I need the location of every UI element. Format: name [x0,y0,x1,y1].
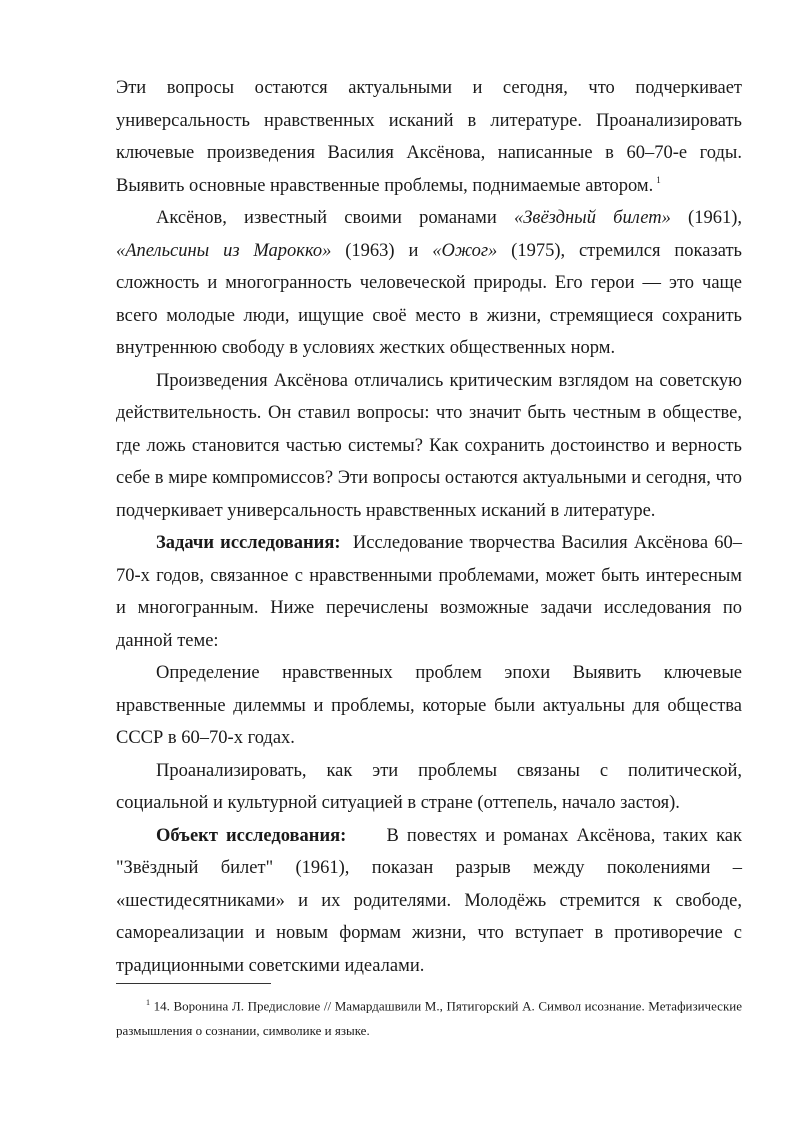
footnote-separator [116,983,271,984]
paragraph-1 [116,72,742,202]
footnote-marker: 1 [146,998,150,1007]
title-zvezdny-bilet: «Звёздный билет» [514,208,671,228]
footnote [116,990,742,1043]
body-text [116,72,742,982]
paragraph-6: Проанализировать, как эти проблемы связаны с политической, социальной и культурной ситуацией в стране (оттепель, начало застоя). [116,760,742,813]
footnote-text: 14. Воронина Л. Предисловие // Мамардашвили М., Пятигорский А. Символ исознание. Метафизические размышления о сознании, символике и языке. [116,998,742,1039]
object-heading: Объект исследования: [156,825,347,846]
title-apelsiny: «Апельсины из Марокко» [116,240,332,261]
paragraph-5: Определение нравственных проблем эпохи Выявить ключевые нравственные дилеммы и проблемы, которые были актуальны для общества СССР в 60–70-х годах. [116,663,742,748]
paragraph-2-part3: (1963) и [331,240,433,261]
paragraph-tasks [116,527,742,657]
paragraph-3: Произведения Аксёнова отличались критическим взглядом на советскую действительность. Он ставил вопросы: что значит быть честным в обществе, где ложь становится частью системы? Как сохранить достоинство и верность себе в мире компромиссов? Эти вопросы остаются актуальными и сегодня, что подчеркивает универсальность нравственных исканий в литературе. [116,370,742,521]
tasks-heading: Задачи исследования: [156,533,341,553]
paragraph-2-part1: Аксёнов, известный своими романами [156,208,514,228]
paragraph-1-text: Эти вопросы остаются актуальными и сегодня, что подчеркивает универсальность нравственных исканий в литературе. Проанализировать ключевые произведения Василия Аксёнова, написанные в 60–70-е годы. Выявить основные нравственные проблемы, поднимаемые автором. [116,78,742,196]
footnote-reference[interactable]: 1 [656,175,661,186]
paragraph-2-part2: (1961), [670,208,742,228]
tasks-text: Исследование творчества Василия Аксёнова 60–70-х годов, связанное с нравственными проблемами, может быть интересным и многогранным. Ниже перечислены возможные задачи исследования по данной теме: [116,533,742,651]
title-ozhog: «Ожог» [432,240,498,261]
paragraph-2 [116,202,742,365]
object-text: В повестях и романах Аксёнова, таких как "Звёздный билет" (1961), показан разрыв между поколениями – «шестидесятниками» и их родителями. Молодёжь стремится к свободе, самореализации и новым формам жизни, что вступает в противоречие с традиционными советскими идеалами. [116,825,743,976]
paragraph-2-part4: (1975), стремился показать сложность и многогранность человеческой природы. Его герои — это чаще всего молодые люди, ищущие своё место в жизни, стремящиеся сохранить внутреннюю свободу в условиях жестких общественных норм. [116,240,742,358]
paragraph-object [116,820,742,983]
